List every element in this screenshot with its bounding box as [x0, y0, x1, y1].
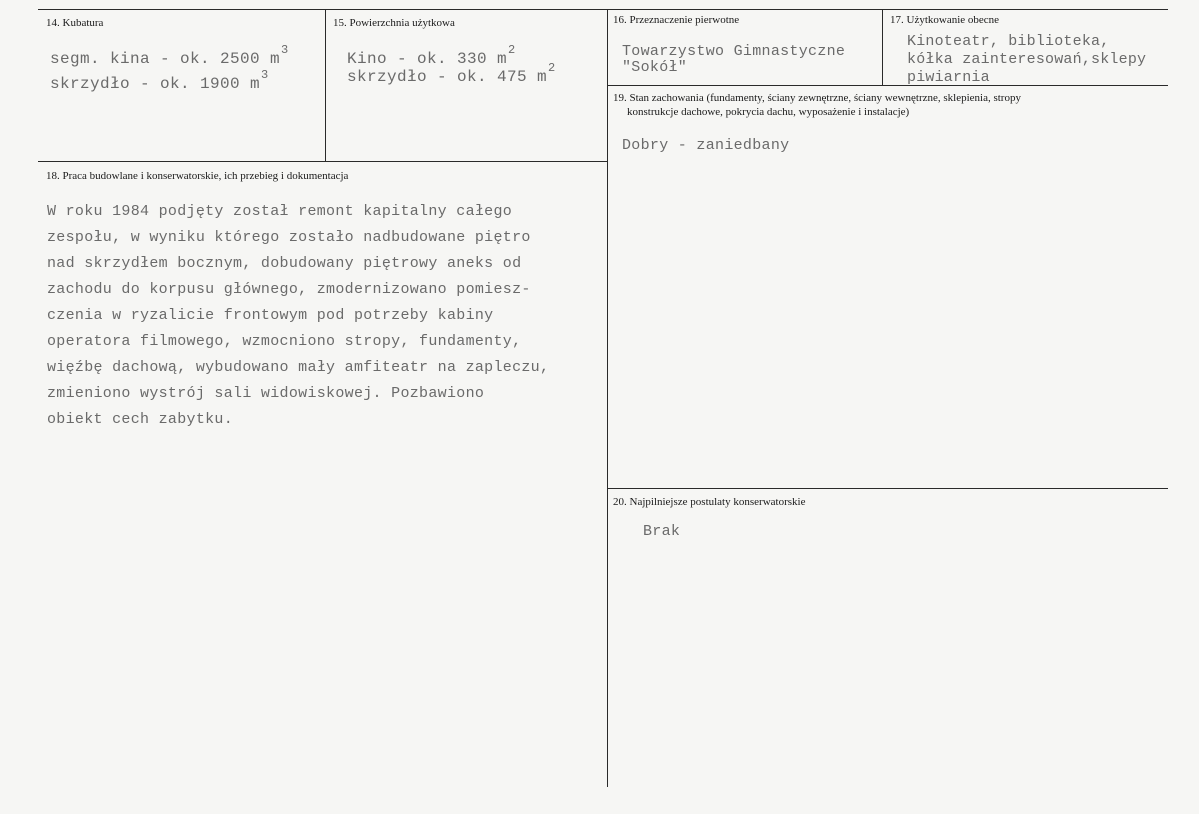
field-17-line-3: piwiarnia: [907, 69, 990, 86]
field-18-text: [47, 199, 549, 433]
field-18-label: 18. Praca budowlane i konserwatorskie, ich przebieg i dokumentacja: [46, 170, 349, 182]
field-14-line-2: skrzydło - ok. 1900 $m^3$: [50, 68, 269, 93]
field-18-line: zachodu do korpusu głównego, zmodernizowano pomiesz-: [47, 281, 531, 298]
field-15-label: 15. Powierzchnia użytkowa: [333, 17, 455, 29]
divider-center: [607, 9, 608, 787]
field-17-line-2: kółka zainteresowań,sklepy: [907, 51, 1147, 68]
field-18-line: W roku 1984 podjęty został remont kapitalny całego: [47, 203, 513, 220]
field-19-label-line-1: 19. Stan zachowania (fundamenty, ściany zewnętrzne, ściany wewnętrzne, sklepienia, stropy: [613, 92, 1021, 104]
field-18-line: operatora filmowego, wzmocniono stropy, fundamenty,: [47, 333, 522, 350]
field-17-label: 17. Użytkowanie obecne: [890, 14, 1000, 26]
field-15-line-1: Kino - ok. 330 $m^2$: [347, 43, 516, 68]
field-14-label: 14. Kubatura: [46, 17, 104, 29]
field-18-line: nad skrzydłem bocznym, dobudowany piętrowy aneks od: [47, 255, 522, 272]
top-rule: [38, 9, 1168, 10]
field-19-value: Dobry - zaniedbany: [622, 137, 790, 154]
field-16-line-2: "Sokół": [622, 59, 688, 76]
field-18-line: zespołu, w wyniku którego zostało nadbudowane piętro: [47, 229, 531, 246]
field-18-line: czenia w ryzalicie frontowym pod potrzeby kabiny: [47, 307, 494, 324]
field-16-label: 16. Przeznaczenie pierwotne: [613, 14, 740, 26]
field-14-line-1: segm. kina - ok. 2500 $m^3$: [50, 43, 289, 68]
field-20-value: Brak: [643, 523, 681, 540]
divider-16-17: [882, 9, 883, 85]
field-20-label: 20. Najpilniejsze postulaty konserwatorskie: [613, 496, 806, 508]
rule-above-20: [607, 488, 1168, 489]
field-18-line: obiekt cech zabytku.: [47, 411, 234, 428]
field-18-line: zmieniono wystrój sali widowiskowej. Pozbawiono: [47, 385, 485, 402]
rule-below-14-15: [38, 161, 608, 162]
divider-14-15: [325, 9, 326, 161]
field-16-line-1: Towarzystwo Gimnastyczne: [622, 43, 846, 60]
field-17-line-1: Kinoteatr, biblioteka,: [907, 33, 1110, 50]
field-18-line: więźbę dachową, wybudowano mały amfiteatr na zapleczu,: [47, 359, 550, 376]
field-15-line-2: skrzydło - ok. 475 $m^2$: [347, 61, 556, 86]
rule-below-16-17: [607, 85, 1168, 86]
field-19-label-line-2: konstrukcje dachowe, pokrycia dachu, wyposażenie i instalacje): [627, 106, 910, 118]
